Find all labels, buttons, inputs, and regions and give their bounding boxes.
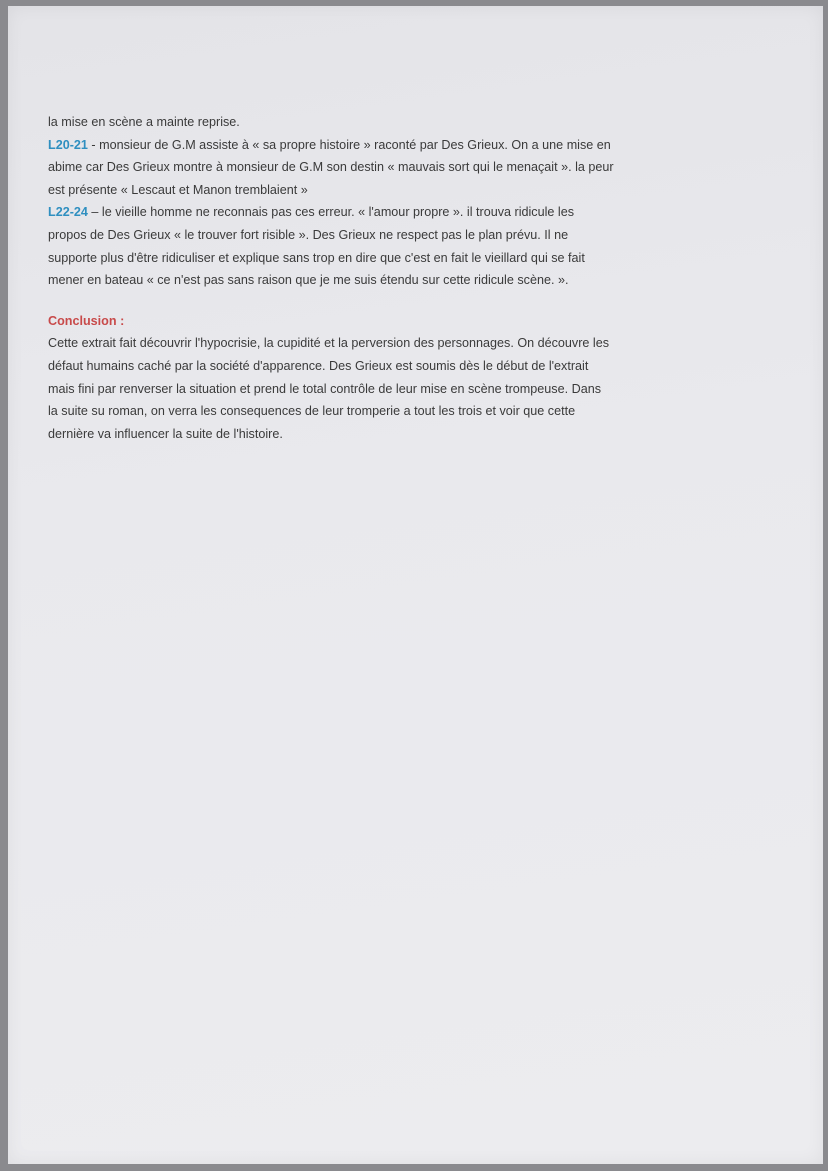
paragraph-l22-24-line-3: supporte plus d'être ridiculiser et explique sans trop en dire que c'est en fait le vieillard qui se fait <box>48 250 585 265</box>
paragraph-l22-24-line-4: mener en bateau « ce n'est pas sans raison que je me suis étendu sur cette ridicule scène. ». <box>48 273 569 288</box>
paragraph-l22-24-line-2: propos de Des Grieux « le trouver fort risible ». Des Grieux ne respect pas le plan prévu. Il ne <box>48 227 569 242</box>
conclusion-line-2: défaut humains caché par la société d'apparence. Des Grieux est soumis dès le début de l'extrait <box>48 358 589 373</box>
conclusion-section <box>48 332 808 445</box>
paper-sheet <box>8 6 823 1164</box>
paragraph-l20-21-line-2: abime car Des Grieux montre à monsieur de G.M son destin « mauvais sort qui le menaçait ». la peur <box>48 160 614 175</box>
analysis-section <box>48 111 808 292</box>
line-reference-l20-21: L20-21 <box>48 137 88 152</box>
paragraph-l20-21-line-1 <box>48 134 808 157</box>
conclusion-heading: Conclusion : <box>48 313 125 328</box>
intro-line: la mise en scène a mainte reprise. <box>48 115 240 129</box>
paragraph-text: - monsieur de G.M assiste à « sa propre histoire » raconté par Des Grieux. On a une mise en <box>87 137 611 152</box>
conclusion-line-5: dernière va influencer la suite de l'histoire. <box>48 426 283 441</box>
paragraph-text: – le vieille homme ne reconnais pas ces erreur. « l'amour propre ». il trouva ridicule les <box>87 205 575 220</box>
conclusion-line-4: la suite su roman, on verra les consequences de leur tromperie a tout les trois et voir que cette <box>48 404 576 419</box>
line-reference-l22-24: L22-24 <box>48 205 88 220</box>
paragraph-l20-21-line-3: est présente « Lescaut et Manon tremblaient » <box>48 182 308 197</box>
conclusion-line-1: Cette extrait fait découvrir l'hypocrisie, la cupidité et la perversion des personnages. On découvre les <box>48 336 610 351</box>
conclusion-line-3: mais fini par renverser la situation et prend le total contrôle de leur mise en scène trompeuse. Dans <box>48 381 602 396</box>
paragraph-l22-24-line-1 <box>48 201 808 224</box>
document-body <box>48 111 808 445</box>
